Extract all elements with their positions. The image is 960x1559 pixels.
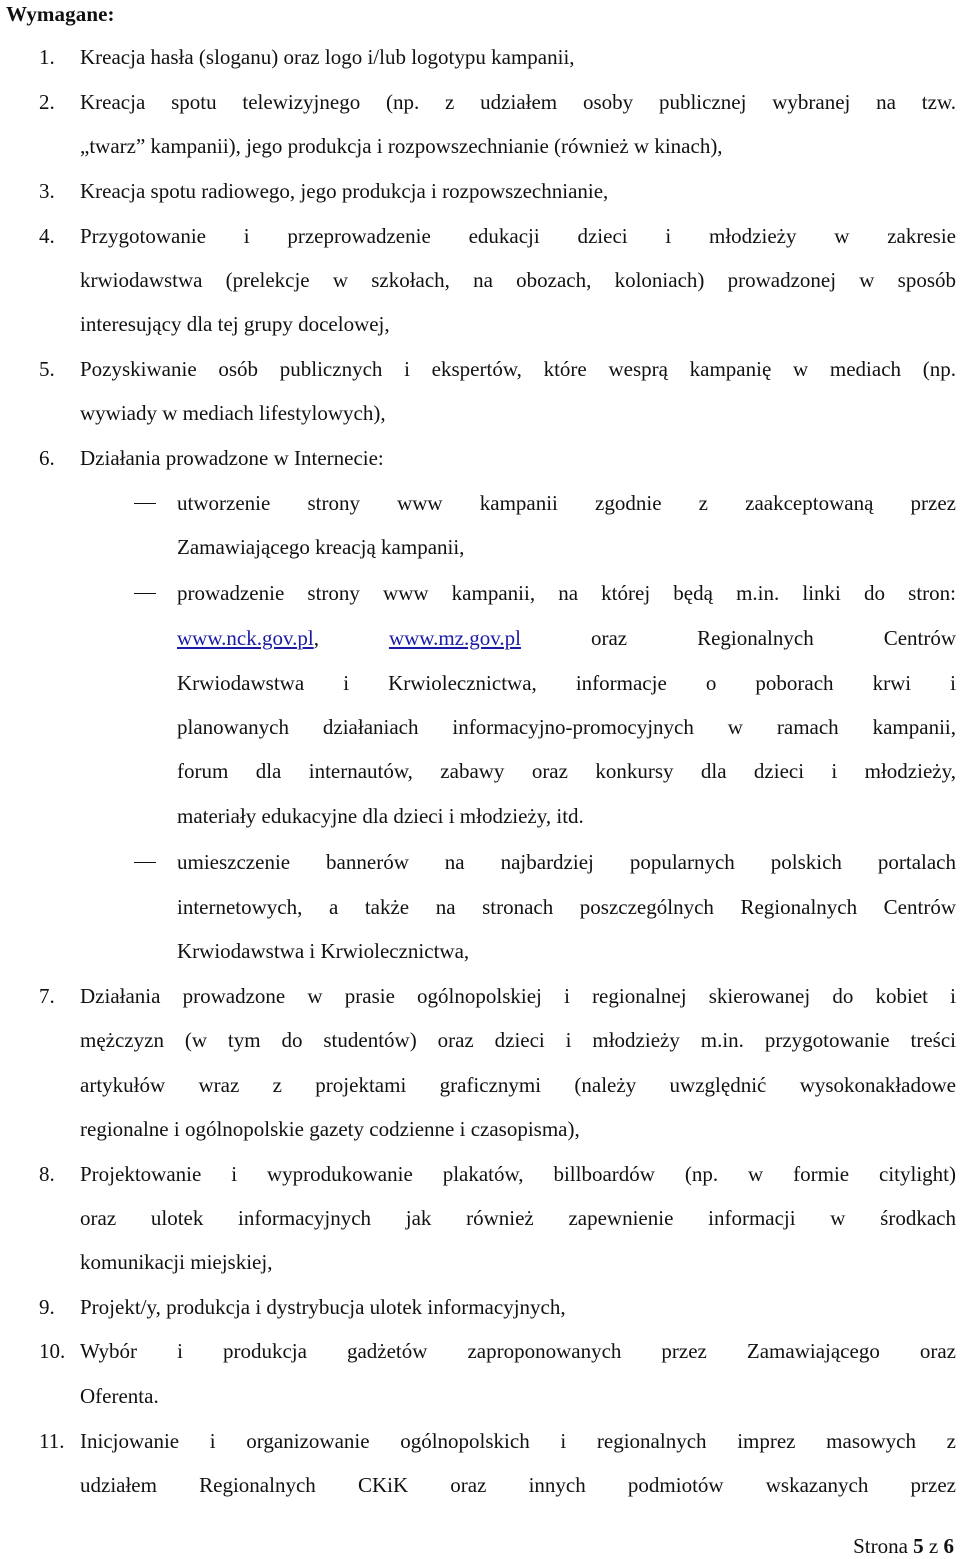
item-number: 2. <box>39 90 55 114</box>
footer-page-number: 5 <box>913 1534 924 1558</box>
subitem-text: forum dla internautów, zabawy oraz konkursy dla dzieci i młodzieży, <box>177 759 956 783</box>
item-text: wywiady w mediach lifestylowych), <box>80 401 386 425</box>
subitem-text: planowanych działaniach informacyjno-promocyjnych w ramach kampanii, <box>177 715 956 739</box>
item-number: 4. <box>39 224 55 248</box>
item-text: Działania prowadzone w prasie ogólnopolskiej i regionalnej skierowanej do kobiet i <box>80 984 956 1008</box>
subitem-text: prowadzenie strony www kampanii, na której będą m.in. linki do stron: <box>177 581 956 605</box>
item-text: Kreacja spotu telewizyjnego (np. z udziałem osoby publicznej wybranej na tzw. <box>80 90 956 114</box>
subitem-text: Krwiodawstwa i Krwiolecznictwa, <box>177 939 470 963</box>
dash-bullet <box>134 862 156 863</box>
link-mz[interactable]: www.mz.gov.pl <box>388 626 521 650</box>
item-text: artykułów wraz z projektami graficznymi (należy uwzględnić wysokonakładowe <box>80 1073 956 1097</box>
item-number: 3. <box>39 179 55 203</box>
item-text: Projektowanie i wyprodukowanie plakatów, billboardów (np. w formie citylight) <box>80 1162 956 1186</box>
item-number: 9. <box>39 1295 55 1319</box>
page-footer <box>853 1533 954 1559</box>
footer-prefix: Strona <box>853 1534 908 1558</box>
item-text: krwiodawstwa (prelekcje w szkołach, na obozach, koloniach) prowadzonej w sposób <box>80 268 956 292</box>
item-number: 6. <box>39 446 55 470</box>
item-text: Działania prowadzone w Internecie: <box>80 446 384 470</box>
item-text: Kreacja hasła (sloganu) oraz logo i/lub logotypu kampanii, <box>80 45 575 69</box>
item-text: Pozyskiwanie osób publicznych i ekspertów, które wesprą kampanię w mediach (np. <box>80 357 956 381</box>
item-text: Wybór i produkcja gadżetów zaproponowanych przez Zamawiającego oraz <box>80 1339 956 1363</box>
item-number: 8. <box>39 1162 55 1186</box>
item-text: mężczyzn (w tym do studentów) oraz dzieci i młodzieży m.in. przygotowanie treści <box>80 1028 956 1052</box>
item-text: Przygotowanie i przeprowadzenie edukacji dzieci i młodzieży w zakresie <box>80 224 956 248</box>
item-text: Projekt/y, produkcja i dystrybucja ulotek informacyjnych, <box>80 1295 566 1319</box>
item-number: 1. <box>39 45 55 69</box>
item-text: interesujący dla tej grupy docelowej, <box>80 312 390 336</box>
dash-bullet <box>134 503 156 504</box>
item-text: Inicjowanie i organizowanie ogólnopolskich i regionalnych imprez masowych z <box>80 1429 956 1453</box>
item-text: oraz ulotek informacyjnych jak również zapewnienie informacji w środkach <box>80 1206 956 1230</box>
subitem-text: oraz Regionalnych Centrów <box>590 626 957 650</box>
item-number: 11. <box>39 1429 65 1453</box>
footer-of: z <box>928 1534 939 1558</box>
subitem-text: umieszczenie bannerów na najbardziej popularnych polskich portalach <box>177 850 956 874</box>
item-number: 7. <box>39 984 55 1008</box>
dash-bullet <box>134 593 156 594</box>
subitem-text: internetowych, a także na stronach poszczególnych Regionalnych Centrów <box>177 895 956 919</box>
item-text: Kreacja spotu radiowego, jego produkcja i rozpowszechnianie, <box>80 179 609 203</box>
item-text: udziałem Regionalnych CKiK oraz innych podmiotów wskazanych przez <box>80 1473 956 1497</box>
item-number: 5. <box>39 357 55 381</box>
subitem-text: Zamawiającego kreacją kampanii, <box>177 535 465 559</box>
item-text: regionalne i ogólnopolskie gazety codzienne i czasopisma), <box>80 1117 580 1141</box>
item-text: Oferenta. <box>80 1384 159 1408</box>
subitem-text: Krwiodawstwa i Krwiolecznictwa, informacje o poborach krwi i <box>177 671 956 695</box>
link-separator: , <box>313 626 319 650</box>
item-text: „twarz” kampanii), jego produkcja i rozpowszechnianie (również w kinach), <box>80 134 723 158</box>
subitem-text: utworzenie strony www kampanii zgodnie z zaakceptowaną przez <box>177 491 956 515</box>
item-text: komunikacji miejskiej, <box>80 1250 273 1274</box>
subitem-text: materiały edukacyjne dla dzieci i młodzieży, itd. <box>177 804 584 828</box>
footer-page-total: 6 <box>943 1534 954 1558</box>
link-nck[interactable]: www.nck.gov.pl <box>177 626 314 650</box>
section-heading: Wymagane: <box>6 2 115 26</box>
item-number: 10. <box>39 1339 66 1363</box>
subitem-links-line <box>177 625 956 651</box>
